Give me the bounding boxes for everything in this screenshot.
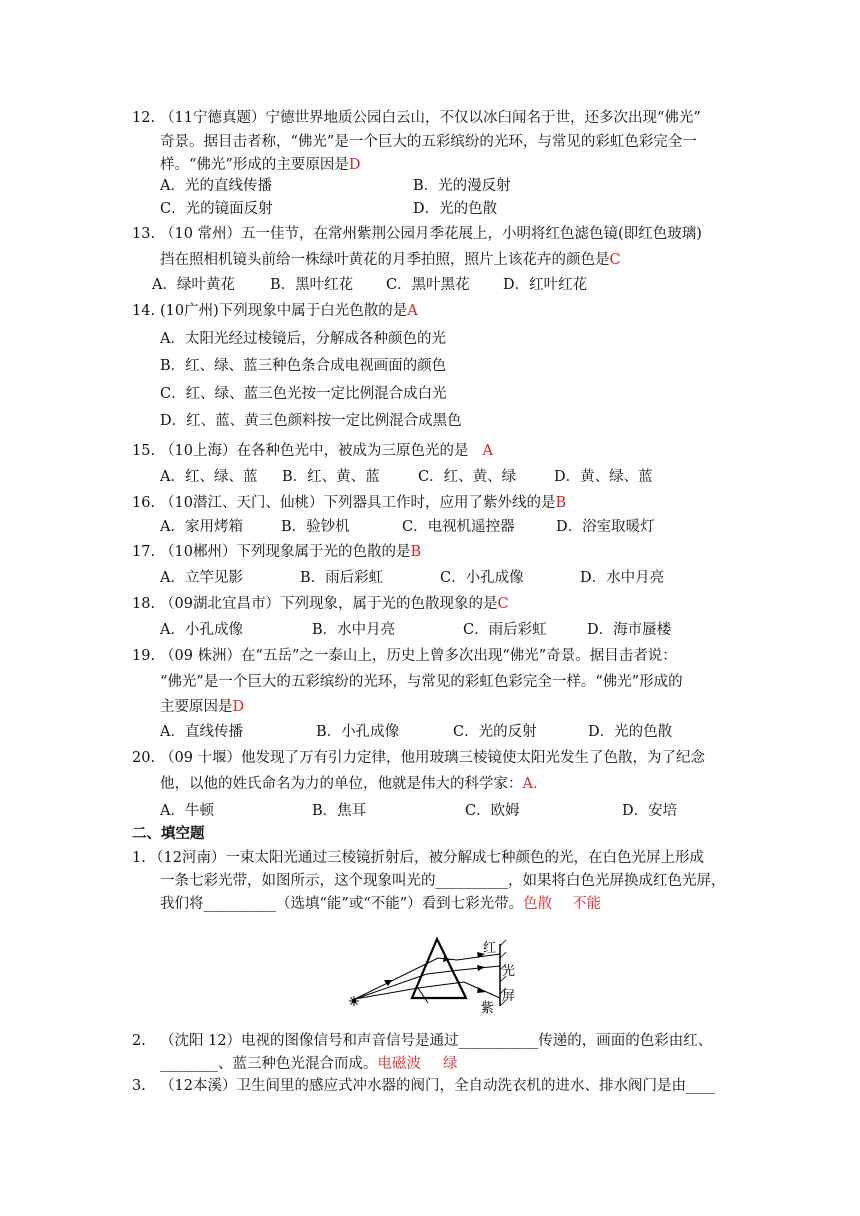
label-ping: 屏	[502, 989, 516, 1004]
question-text: （09 十堰）他发现了万有引力定律，他用玻璃三棱镜使太阳光发生了色散，为了纪念	[160, 750, 706, 766]
option: A．光的直线传播	[160, 178, 272, 194]
question-text: “佛光”是一个巨大的五彩缤纷的光环，与常见的彩虹色彩完全一样。“佛光”形成的	[160, 674, 683, 690]
answer: B	[410, 544, 422, 560]
option: C．光的镜面反射	[160, 201, 273, 217]
answer: 绿	[443, 1056, 458, 1072]
option: A．家用烤箱	[160, 519, 243, 535]
question-text: 奇景。据目击者称，“佛光”是一个巨大的五彩缤纷的光环，与常见的彩虹色彩完全一	[160, 134, 697, 150]
option: D．光的色散	[413, 201, 498, 217]
option: B．小孔成像	[316, 724, 400, 740]
option: D．浴室取暖灯	[556, 519, 655, 535]
option: D．水中月亮	[580, 570, 665, 586]
question-text: 主要原因是D	[160, 699, 245, 715]
option: D．红叶红花	[503, 277, 588, 293]
question-text: ________、蓝三种色光混合而成。电磁波 绿	[160, 1056, 458, 1072]
option: C．黑叶黑花	[386, 277, 470, 293]
option: A．直线传播	[160, 724, 243, 740]
option: B．光的漫反射	[413, 178, 511, 194]
option: B．红、绿、蓝三种色条合成电视画面的颜色	[160, 358, 447, 374]
question-text: (10广州)下列现象中属于白光色散的是A	[160, 303, 418, 319]
option: D．光的色散	[588, 724, 673, 740]
option: C．欧姆	[465, 803, 520, 819]
question-number: 15.	[132, 443, 156, 459]
prism-dispersion-figure	[340, 934, 530, 1032]
option: A．牛顿	[160, 803, 214, 819]
question-text: 样。“佛光”形成的主要原因是D	[160, 157, 361, 173]
question-number: 14.	[132, 303, 156, 319]
answer: A	[407, 303, 418, 319]
option: C．小孔成像	[440, 570, 524, 586]
answer: D	[348, 157, 361, 173]
answer: C	[497, 596, 509, 612]
option: D．黄、绿、蓝	[554, 469, 653, 485]
option: A．红、绿、蓝	[160, 469, 258, 485]
option: D．海市蜃楼	[587, 622, 672, 638]
answer: D	[232, 699, 245, 715]
option: A．绿叶黄花	[152, 277, 235, 293]
answer: 不能	[572, 896, 602, 912]
question-text: （12河南）一束太阳光通过三棱镜折射后，被分解成七种颜色的光，在白色光屏上形成	[149, 850, 704, 866]
question-number: 2.	[132, 1033, 146, 1049]
question-text: 我们将__________（选填“能”或“不能”）看到七彩光带。色散 不能	[160, 896, 602, 912]
answer: B	[555, 495, 567, 511]
question-text: （09 株洲）在“五岳”之一泰山上，历史上曾多次出现“佛光”奇景。据目击者说：	[160, 648, 677, 664]
question-text: 挡在照相机镜头前给一株绿叶黄花的月季拍照，照片上该花卉的颜色是C	[160, 252, 621, 268]
question-number: 18.	[132, 596, 156, 612]
option: B．黑叶红花	[270, 277, 354, 293]
option: D．安培	[622, 803, 678, 819]
question-number: 3.	[132, 1078, 146, 1094]
question-number: 17.	[132, 544, 156, 560]
section-title: 二、填空题	[132, 825, 205, 842]
question-number: 20.	[132, 750, 156, 766]
question-text: （10郴州）下列现象属于光的色散的是B	[160, 544, 422, 560]
question-text: 他，以他的姓氏命名为力的单位，他就是伟大的科学家：A.	[160, 776, 538, 792]
answer: C	[609, 252, 621, 268]
option: B．焦耳	[312, 803, 367, 819]
question-text: （09湖北宜昌市）下列现象，属于光的色散现象的是C	[160, 596, 509, 612]
question-number: 13.	[132, 226, 156, 242]
option: B．雨后彩虹	[300, 570, 384, 586]
label-guang: 光	[502, 964, 516, 979]
prism-icon	[412, 939, 466, 998]
label-purple: 紫	[481, 1001, 495, 1016]
option: B．验钞机	[281, 519, 350, 535]
option: A．太阳光经过棱镜后，分解成各种颜色的光	[160, 331, 446, 347]
question-number: 16.	[132, 495, 156, 511]
option: A．立竿见影	[160, 570, 243, 586]
answer: 电磁波	[377, 1056, 421, 1072]
question-number: 19.	[132, 648, 156, 664]
question-text: （10 常州）五一佳节，在常州紫荆公园月季花展上，小明将红色滤色镜(即红色玻璃)	[160, 226, 702, 242]
question-text: （沈阳 12）电视的图像信号和声音信号是通过___________传递的，画面的色彩由红、	[160, 1033, 713, 1049]
question-text: 一条七彩光带，如图所示，这个现象叫光的__________，如果将白色光屏换成红色光屏，	[160, 873, 726, 889]
label-red: 红	[483, 941, 497, 956]
answer: A	[482, 443, 493, 459]
option: A．小孔成像	[160, 622, 243, 638]
option: C．红、绿、蓝三色光按一定比例混合成白光	[160, 386, 447, 402]
sun-icon	[349, 996, 359, 1006]
question-number: 12.	[132, 110, 156, 126]
answer: A.	[522, 776, 538, 792]
option: C．雨后彩虹	[463, 622, 547, 638]
question-text: （10上海）在各种色光中，被成为三原色光的是 A	[160, 443, 493, 459]
option: C．红、黄、绿	[418, 469, 517, 485]
question-text: （12本溪）卫生间里的感应式冲水器的阀门，全自动洗衣机的进水、排水阀门是由____	[160, 1078, 715, 1094]
question-text: （11宁德真题）宁德世界地质公园白云山，不仅以冰臼闻名于世，还多次出现“佛光”	[160, 110, 701, 126]
option: B．红、黄、蓝	[282, 469, 380, 485]
question-number: 1.	[132, 850, 146, 866]
option: C．光的反射	[453, 724, 537, 740]
option: B．水中月亮	[312, 622, 396, 638]
option: C．电视机遥控器	[402, 519, 515, 535]
answer: 色散	[523, 896, 553, 912]
option: D．红、蓝、黄三色颜料按一定比例混合成黑色	[160, 413, 462, 429]
question-text: （10潜江、天门、仙桃）下列器具工作时，应用了紫外线的是B	[160, 495, 567, 511]
